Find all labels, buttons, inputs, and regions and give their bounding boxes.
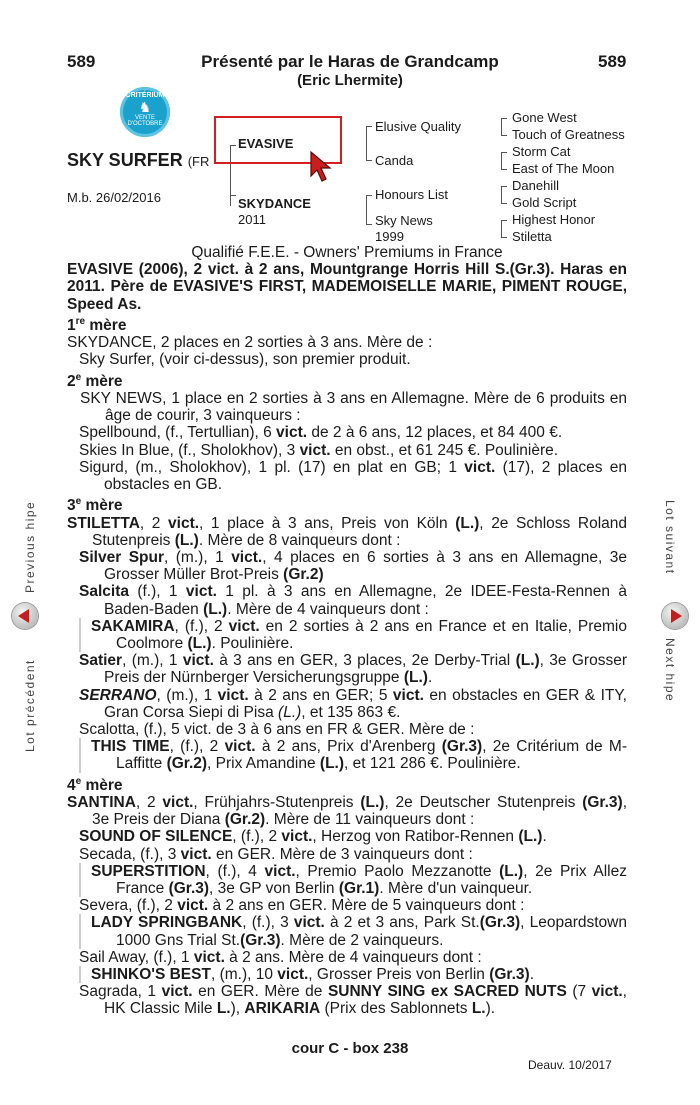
lot-suivant-label[interactable]: Lot suivant <box>663 500 677 575</box>
section-heading-2: 2e mère <box>67 371 123 390</box>
fourth-dam-grandproduce-2: LADY SPRINGBANK, (f.), 3 vict. à 2 et 3 ans, Park St.(Gr.3), Leopardstown 1000 Gns Trial St.(Gr.3). Mère de 2 vainqueurs. <box>91 914 627 949</box>
ped-g3: Storm Cat <box>512 144 571 159</box>
lot-precedent-label[interactable]: Lot précédent <box>23 659 37 752</box>
ped-g5: Danehill <box>512 178 559 193</box>
cursor-arrow-icon <box>309 150 339 186</box>
chevron-right-icon <box>671 609 682 623</box>
ped-dd: Sky News <box>375 213 433 228</box>
fourth-dam-produce-2: Secada, (f.), 3 vict. en GER. Mère de 3 vainqueurs dont : <box>79 845 473 863</box>
ped-dam: SKYDANCE <box>238 196 311 211</box>
badge-line2: VENTE D'OCTOBRE <box>127 115 163 127</box>
third-dam-produce-3: Satier, (m.), 1 vict. à 3 ans en GER, 3 places, 2e Derby-Trial (L.), 3e Grosser Preis der Nürnberger Versicherungsgruppe (L.). <box>79 652 627 687</box>
chevron-left-icon <box>18 609 29 623</box>
ped-ds: Honours List <box>375 187 448 202</box>
fourth-dam-produce-1: SOUND OF SILENCE, (f.), 2 vict., Herzog von Ratibor-Rennen (L.). <box>79 828 547 846</box>
ped-bracket-dam <box>366 195 372 225</box>
fourth-dam-line: SANTINA, 2 vict., Frühjahrs-Stutenpreis (L.), 2e Deutscher Stutenpreis (Gr.3), 3e Preis der Diana (Gr.2). Mère de 11 vainqueurs dont : <box>67 793 627 829</box>
horse-name <box>67 150 209 171</box>
ped-g1: Gone West <box>512 110 577 125</box>
first-dam-line: SKYDANCE, 2 places en 2 sorties à 3 ans. Mère de : <box>67 334 433 352</box>
ped-ss: Elusive Quality <box>375 119 461 134</box>
ped-bracket-main-low <box>230 195 236 206</box>
catalogue-ref: Deauv. 10/2017 <box>528 1058 612 1072</box>
third-dam-grandproduce-1: SAKAMIRA, (f.), 2 vict. en 2 sorties à 2 ans en France et en Italie, Premio Coolmore (L.). Poulinière. <box>91 617 627 652</box>
third-dam-produce-2: Salcita (f.), 1 vict. 1 pl. à 3 ans en Allemagne, 2e IDEE-Festa-Rennen à Baden-Baden (L.). Mère de 4 vainqueurs dont : <box>79 583 627 618</box>
qualification-line: Qualifié F.E.E. - Owners' Premiums in France <box>191 244 503 261</box>
ped-g2: Touch of Greatness <box>512 127 625 142</box>
lot-number-left: 589 <box>67 52 96 71</box>
presenter-title: Présenté par le Haras de Grandcamp <box>201 52 499 71</box>
ped-dam-year: 2011 <box>238 212 266 227</box>
first-dam-produce: Sky Surfer, (voir ci-dessus), son premier produit. <box>79 351 411 369</box>
fourth-dam-produce-4: Sail Away, (f.), 1 vict. à 2 ans. Mère de 4 vainqueurs dont : <box>79 948 482 966</box>
section-heading-1: 1re mère <box>67 315 127 334</box>
ped-sire: EVASIVE <box>238 136 294 151</box>
lot-number-right: 589 <box>598 52 627 71</box>
section-heading-4: 4e mère <box>67 775 123 794</box>
horse-head-icon: ♞ <box>138 99 152 115</box>
horse-birth: M.b. 26/02/2016 <box>67 190 161 205</box>
second-dam-line: SKY NEWS, 1 place en 2 sorties à 3 ans en Allemagne. Mère de 6 produits en âge de courir, 3 vainqueurs : <box>80 389 627 425</box>
third-dam-line: STILETTA, 2 vict., 1 place à 3 ans, Preis von Köln (L.), 2e Schloss Roland Stutenpreis (L.). Mère de 8 vainqueurs dont : <box>67 514 628 549</box>
sire-paragraph: EVASIVE (2006), 2 vict. à 2 ans, Mountgrange Horris Hill S.(Gr.3). Haras en 2011. Père de EVASIVE'S FIRST, MADEMOISELLE MARIE, PIMENT ROUGE, Speed As. <box>67 261 627 313</box>
third-dam-produce-1: Silver Spur, (m.), 1 vict., 4 places en 6 sorties à 3 ans en Allemagne, 3e Grosser Müller Brot-Preis (Gr.2) <box>79 548 627 584</box>
ped-g6: Gold Script <box>512 195 577 210</box>
ped-g8: Stiletta <box>512 229 552 244</box>
horse-country: (FR <box>187 154 210 169</box>
ped-bracket-g78 <box>501 220 507 238</box>
ped-bracket-g34 <box>501 152 507 170</box>
fourth-dam-produce-5: Sagrada, 1 vict. en GER. Mère de SUNNY SING ex SACRED NUTS (7 vict., HK Classic Mile L.), ARIKARIA (Prix des Sablonnets L.). <box>79 983 627 1018</box>
section-heading-3: 3e mère <box>67 496 123 515</box>
badge-line1: CRITÉRIUM <box>125 92 165 99</box>
next-hipe-label[interactable]: Next hipe <box>663 638 677 703</box>
box-location: cour C - box 238 <box>291 1040 409 1057</box>
fourth-dam-grandproduce-3: SHINKO'S BEST, (m.), 10 vict., Grosser Preis von Berlin (Gr.3). <box>91 965 534 983</box>
fourth-dam-grandproduce-1: SUPERSTITION, (f.), 4 vict., Premio Paolo Mezzanotte (L.), 2e Prix Allez France (Gr.3), 3e GP von Berlin (Gr.1). Mère d'un vainqueur. <box>91 862 627 897</box>
next-lot-button[interactable] <box>662 603 688 629</box>
previous-lot-button[interactable] <box>12 603 38 629</box>
second-dam-produce-1: Spellbound, (f., Tertullian), 6 vict. de 2 à 6 ans, 12 places, et 84 400 €. <box>79 424 563 442</box>
ped-g7: Highest Honor <box>512 212 596 227</box>
horse-name-text: SKY SURFER <box>67 150 183 170</box>
ped-dd-year: 1999 <box>375 229 404 244</box>
third-dam-produce-4: SERRANO, (m.), 1 vict. à 2 ans en GER; 5 vict. en obstacles en GER & ITY, Gran Corsa Siepi di Pisa (L.), et 135 863 €. <box>79 686 627 721</box>
consigner-name: (Eric Lhermite) <box>297 72 403 89</box>
ped-g4: East of The Moon <box>512 161 615 176</box>
badge-logo-icon <box>120 87 170 137</box>
prev-hipe-label[interactable]: Previous hipe <box>23 500 37 593</box>
fourth-dam-produce-3: Severa, (f.), 2 vict. à 2 ans en GER. Mère de 5 vainqueurs dont : <box>79 897 525 915</box>
ped-sd: Canda <box>375 153 414 168</box>
ped-bracket-g12 <box>501 118 507 136</box>
ped-bracket-g56 <box>501 186 507 204</box>
second-dam-produce-2: Skies In Blue, (f., Sholokhov), 3 vict. en obst., et 61 245 €. Poulinière. <box>79 441 559 459</box>
lot-description <box>67 244 627 1018</box>
third-dam-produce-5: Scalotta, (f.), 5 vict. de 3 à 6 ans en FR & GER. Mère de : <box>79 720 475 738</box>
third-dam-grandproduce-2: THIS TIME, (f.), 2 vict. à 2 ans, Prix d'Arenberg (Gr.3), 2e Critérium de M-Laffitte (Gr.2), Prix Amandine (L.), et 121 286 €. Poulinière. <box>91 738 627 773</box>
second-dam-produce-3: Sigurd, (m., Sholokhov), 1 pl. (17) en plat en GB; 1 vict. (17), 2 places en obstacles en GB. <box>79 458 628 493</box>
ped-bracket-sire <box>366 126 372 161</box>
